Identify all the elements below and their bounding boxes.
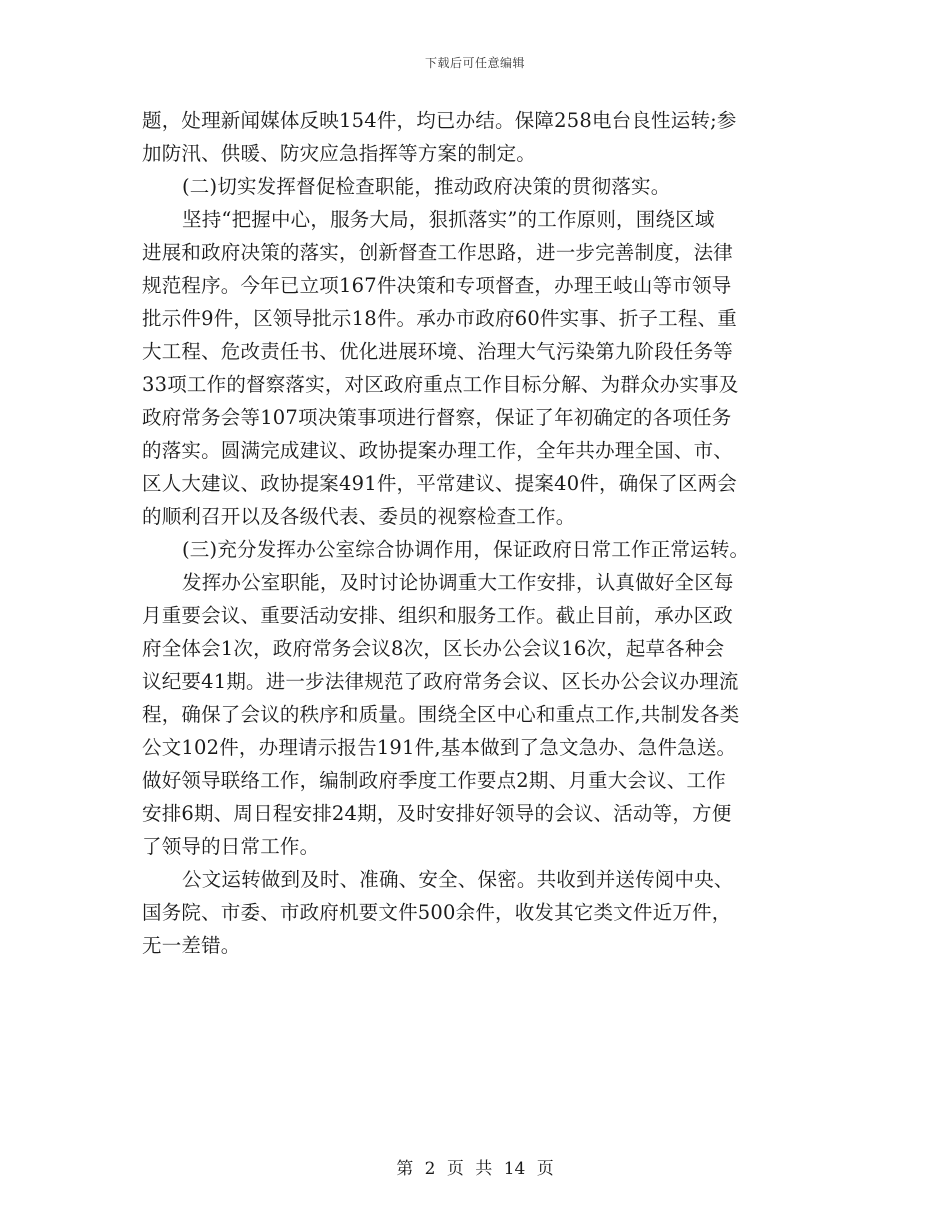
- body-line: 国务院、市委、市政府机要文件500余件，收发其它类文件近万件，: [142, 901, 732, 924]
- body-line: 无一差错。: [142, 934, 241, 957]
- body-line: 公文102件，办理请示报告191件,基本做到了急文急办、急件急送。: [142, 736, 737, 759]
- body-line: 了领导的日常工作。: [142, 835, 320, 858]
- body-line: 进展和政府决策的落实，创新督查工作思路，进一步完善制度，法律: [142, 241, 734, 264]
- body-line: 大工程、危改责任书、优化进展环境、治理大气污染第九阶段任务等: [142, 340, 734, 363]
- body-line: 区人大建议、政协提案491件，平常建议、提案40件，确保了区两会: [142, 472, 737, 495]
- page-number-footer: 第 2 页 共 14 页: [396, 1159, 554, 1179]
- body-line: 府全体会1次，政府常务会议8次，区长办公会议16次，起草各种会: [142, 637, 725, 660]
- section-heading: (三)充分发挥办公室综合协调作用，保证政府日常工作正常运转。: [182, 538, 750, 561]
- body-line: 议纪要41期。进一步法律规范了政府常务会议、区长办公会议办理流: [142, 670, 739, 693]
- body-line: 33项工作的督察落实，对区政府重点工作目标分解、为群众办实事及: [142, 373, 739, 396]
- body-line: 公文运转做到及时、准确、安全、保密。共收到并送传阅中央、: [182, 868, 734, 891]
- body-line: 坚持“把握中心，服务大局，狠抓落实”的工作原则，围绕区域: [182, 208, 715, 231]
- body-line: 的落实。圆满完成建议、政协提案办理工作，全年共办理全国、市、: [142, 439, 734, 462]
- body-line: 发挥办公室职能，及时讨论协调重大工作安排，认真做好全区每: [182, 571, 734, 594]
- body-line: 程，确保了会议的秩序和质量。围绕全区中心和重点工作,共制发各类: [142, 703, 740, 726]
- body-line: 做好领导联络工作，编制政府季度工作要点2期、月重大会议、工作: [142, 769, 726, 792]
- body-line: 规范程序。今年已立项167件决策和专项督查，办理王岐山等市领导: [142, 274, 732, 297]
- body-line: 的顺利召开以及各级代表、委员的视察检查工作。: [142, 505, 576, 528]
- body-line: 政府常务会等107项决策事项进行督察，保证了年初确定的各项任务: [142, 406, 732, 429]
- document-body: [142, 104, 812, 962]
- body-line: 题，处理新闻媒体反映154件，均已办结。保障258电台良性运转;参: [142, 109, 737, 132]
- body-line: 批示件9件，区领导批示18件。承办市政府60件实事、折子工程、重: [142, 307, 737, 330]
- header-note: 下载后可任意编辑: [424, 56, 525, 70]
- section-heading: (二)切实发挥督促检查职能，推动政府决策的贯彻落实。: [182, 175, 671, 198]
- body-line: 安排6期、周日程安排24期，及时安排好领导的会议、活动等，方便: [142, 802, 732, 825]
- body-line: 加防汛、供暖、防灾应急指挥等方案的制定。: [142, 142, 537, 165]
- body-line: 月重要会议、重要活动安排、组织和服务工作。截止目前，承办区政: [142, 604, 734, 627]
